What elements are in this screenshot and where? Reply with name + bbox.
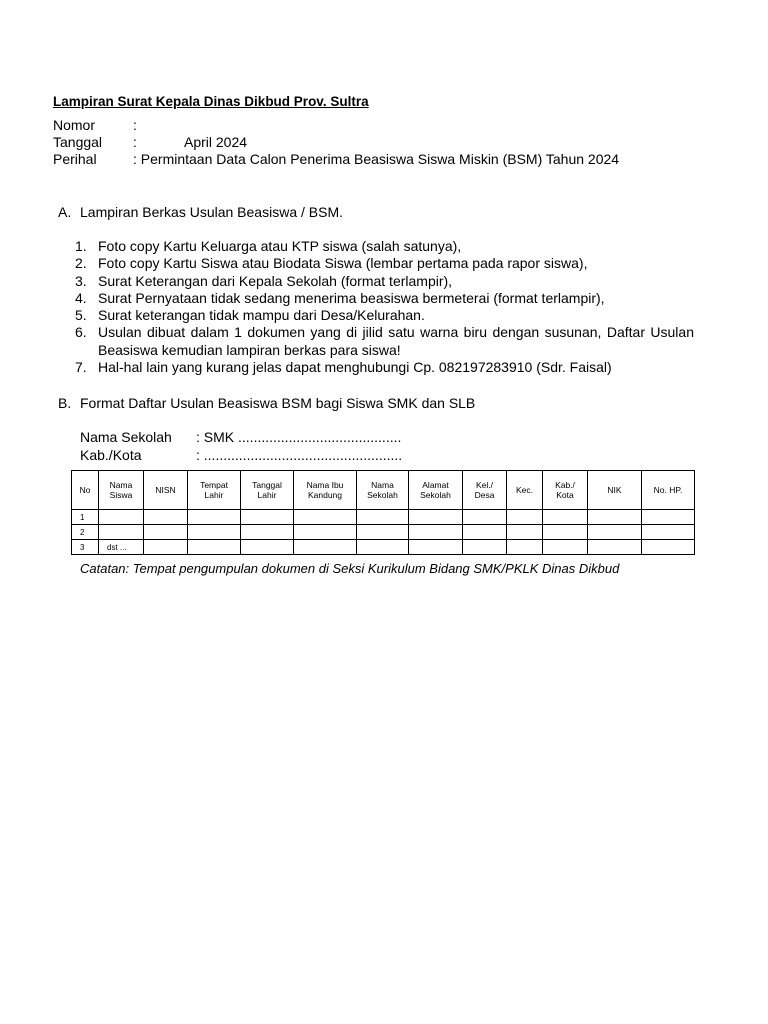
- list-item: [71, 255, 694, 272]
- item-text: Surat Keterangan dari Kepala Sekolah (format terlampir),: [98, 272, 453, 289]
- perihal-label: Perihal: [53, 151, 97, 167]
- table-cell: [294, 510, 357, 525]
- table-row: [72, 510, 695, 525]
- table-cell: [642, 510, 695, 525]
- column-header: Tempat Lahir: [188, 471, 241, 510]
- table-cell: [588, 525, 642, 540]
- table-cell: [409, 510, 463, 525]
- tanggal-value: April 2024: [184, 134, 248, 150]
- column-header: No. HP.: [642, 471, 695, 510]
- student-list-table: [71, 470, 695, 555]
- table-row: [72, 525, 695, 540]
- item-text: Surat Pernyataan tidak sedang menerima beasiswa bermeterai (format terlampir),: [98, 289, 605, 306]
- table-cell: [642, 525, 695, 540]
- table-cell: [543, 540, 588, 555]
- list-item: [71, 324, 694, 359]
- table-cell: [144, 540, 188, 555]
- item-number: 2.: [75, 255, 87, 272]
- section-a-heading: [58, 204, 343, 220]
- item-text: Foto copy Kartu Siswa atau Biodata Siswa (lembar pertama pada rapor siswa),: [98, 255, 588, 272]
- perihal-value: : Permintaan Data Calon Penerima Beasiswa Siswa Miskin (BSM) Tahun 2024: [133, 151, 620, 167]
- school-name-label: Nama Sekolah: [80, 429, 172, 445]
- table-row: [72, 540, 695, 555]
- table-cell: dst ...: [99, 540, 144, 555]
- item-text: Foto copy Kartu Keluarga atau KTP siswa (salah satunya),: [98, 238, 462, 254]
- column-header: Nama Siswa: [99, 471, 144, 510]
- column-header: Tanggal Lahir: [241, 471, 294, 510]
- table-cell: [188, 525, 241, 540]
- list-item: [71, 290, 694, 307]
- column-header: No: [72, 471, 99, 510]
- item-number: 5.: [75, 307, 87, 324]
- table-cell: 1: [72, 510, 99, 525]
- list-item: [71, 238, 694, 255]
- section-a-title: Lampiran Berkas Usulan Beasiswa / BSM.: [80, 204, 343, 220]
- collection-note: Catatan: Tempat pengumpulan dokumen di Seksi Kurikulum Bidang SMK/PKLK Dinas Dikbud: [80, 561, 620, 576]
- table-cell: [241, 510, 294, 525]
- table-cell: [241, 540, 294, 555]
- section-b-letter: B.: [58, 395, 72, 411]
- table-cell: [642, 540, 695, 555]
- column-header: Nama Sekolah: [357, 471, 409, 510]
- table-cell: [543, 510, 588, 525]
- column-header: Kec.: [507, 471, 543, 510]
- table-cell: [463, 540, 507, 555]
- school-name-field: [80, 429, 401, 445]
- item-number: 4.: [75, 289, 87, 306]
- table-cell: [144, 525, 188, 540]
- list-item: [71, 307, 694, 324]
- tanggal-label: Tanggal: [53, 134, 103, 150]
- item-number: 1.: [75, 238, 87, 254]
- tanggal-colon: :: [133, 134, 137, 150]
- nomor-label: Nomor: [53, 117, 96, 133]
- table-cell: [357, 525, 409, 540]
- table-cell: [188, 540, 241, 555]
- column-header: NISN: [144, 471, 188, 510]
- table-header-row: [72, 471, 695, 510]
- table-cell: [188, 510, 241, 525]
- table-cell: [294, 540, 357, 555]
- city-label: Kab./Kota: [80, 447, 142, 463]
- nomor-colon: :: [133, 117, 137, 133]
- column-header: Kab./ Kota: [543, 471, 588, 510]
- column-header: Nama Ibu Kandung: [294, 471, 357, 510]
- column-header: Alamat Sekolah: [409, 471, 463, 510]
- table-cell: [294, 525, 357, 540]
- table-cell: [99, 510, 144, 525]
- item-text: Hal-hal lain yang kurang jelas dapat menghubungi Cp. 082197283910 (Sdr. Faisal): [98, 359, 612, 376]
- table-cell: [588, 540, 642, 555]
- column-header: Kel./ Desa: [463, 471, 507, 510]
- table-cell: [507, 510, 543, 525]
- table-cell: 3: [72, 540, 99, 555]
- section-b-title: Format Daftar Usulan Beasiswa BSM bagi Siswa SMK dan SLB: [80, 395, 476, 411]
- table-cell: [409, 540, 463, 555]
- table-cell: [409, 525, 463, 540]
- school-name-value: : SMK ..........................................: [196, 429, 402, 445]
- table-cell: [507, 525, 543, 540]
- table-cell: 2: [72, 525, 99, 540]
- table-cell: [357, 510, 409, 525]
- table-cell: [543, 525, 588, 540]
- table-cell: [144, 510, 188, 525]
- section-a-letter: A.: [58, 204, 72, 220]
- document-title: Lampiran Surat Kepala Dinas Dikbud Prov. Sultra: [53, 94, 369, 109]
- table-cell: [588, 510, 642, 525]
- item-text: Surat keterangan tidak mampu dari Desa/Kelurahan.: [98, 307, 425, 324]
- city-field: [80, 447, 402, 463]
- table-cell: [463, 525, 507, 540]
- column-header: NIK: [588, 471, 642, 510]
- table-cell: [463, 510, 507, 525]
- city-value: : ...................................................: [196, 447, 403, 463]
- list-item: [71, 359, 694, 376]
- list-item: [71, 273, 694, 290]
- table-cell: [241, 525, 294, 540]
- item-text: Usulan dibuat dalam 1 dokumen yang di jilid satu warna biru dengan susunan, Daftar Usulan Beasiswa kemudian lampiran berkas para siswa!: [98, 324, 694, 358]
- item-number: 7.: [75, 359, 87, 376]
- item-number: 6.: [75, 324, 87, 341]
- table-cell: [99, 525, 144, 540]
- table-body: [72, 510, 695, 555]
- table-cell: [507, 540, 543, 555]
- section-b-heading: [58, 395, 475, 411]
- requirements-list: [71, 238, 694, 376]
- item-number: 3.: [75, 272, 87, 289]
- table-cell: [357, 540, 409, 555]
